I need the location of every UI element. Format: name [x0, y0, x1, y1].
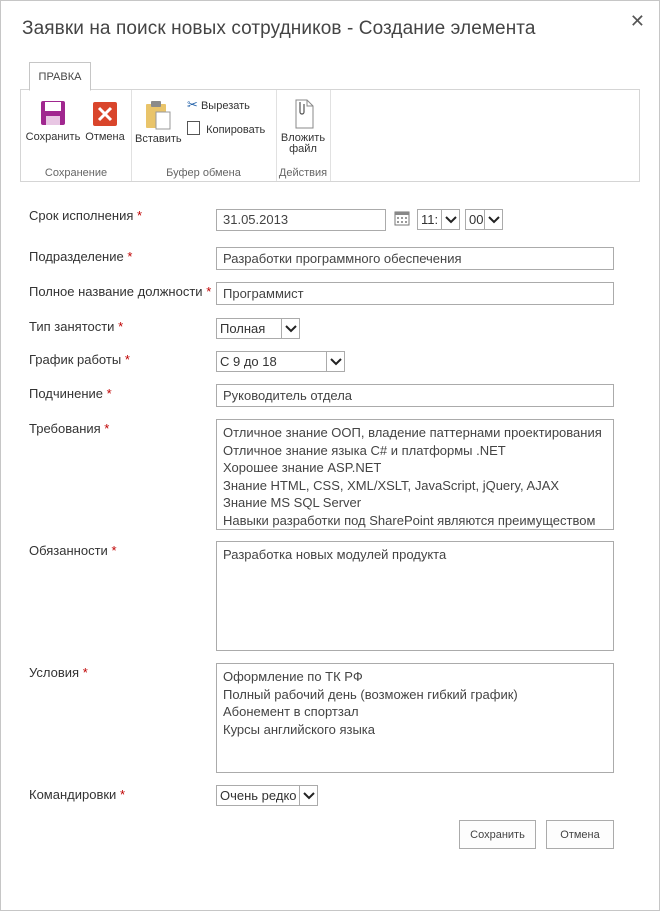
schedule-label: График работы *	[29, 352, 130, 367]
department-input[interactable]: Разработки программного обеспечения	[216, 247, 614, 270]
text-line: Абонемент в спортзал	[223, 704, 359, 719]
ribbon-group-actions	[276, 90, 331, 181]
manager-label: Подчинение *	[29, 386, 112, 401]
save-button[interactable]: Сохранить	[459, 820, 536, 849]
ribbon-attach-button[interactable]	[278, 98, 328, 155]
trips-value: Очень редко	[220, 788, 297, 803]
attach-file-icon	[291, 98, 315, 130]
text-line: Курсы английского языка	[223, 721, 375, 737]
save-icon	[40, 100, 66, 126]
ribbon-save-button[interactable]	[25, 100, 81, 143]
requirements-label: Требования *	[29, 421, 110, 436]
ribbon-save-label: Сохранить	[25, 131, 81, 143]
position-input[interactable]: Программист	[216, 282, 614, 305]
due-minute-select[interactable]	[465, 209, 503, 230]
ribbon-copy-button[interactable]	[187, 121, 265, 136]
text-line: Разработка новых модулей продукта	[223, 547, 447, 562]
requirements-textarea[interactable]	[216, 419, 614, 530]
schedule-select[interactable]	[216, 351, 345, 372]
close-icon[interactable]: ✕	[629, 11, 645, 31]
schedule-value: С 9 до 18	[220, 354, 277, 369]
text-line: Отличное знание ООП, владение паттернами проектирования	[223, 425, 602, 440]
chevron-down-icon	[484, 210, 502, 229]
employment-select[interactable]	[216, 318, 300, 339]
text-line: Знание HTML, CSS, XML/XSLT, JavaScript, jQuery, AJAX	[223, 477, 560, 493]
cancel-button[interactable]: Отмена	[546, 820, 614, 849]
trips-label: Командировки *	[29, 787, 125, 802]
conditions-textarea[interactable]	[216, 663, 614, 773]
ribbon-paste-button[interactable]	[135, 100, 181, 145]
paste-icon	[144, 100, 172, 130]
ribbon-copy-label: Копировать	[206, 124, 266, 136]
due-hour-value: 11:	[421, 212, 439, 227]
text-line: Оформление по ТК РФ	[223, 669, 363, 684]
due-label: Срок исполнения *	[29, 208, 143, 223]
ribbon-cut-label: Вырезать	[200, 100, 250, 112]
ribbon-cancel-button[interactable]	[83, 100, 127, 143]
employment-label: Тип занятости *	[29, 319, 124, 334]
calendar-icon[interactable]	[394, 210, 410, 226]
group-save-label: Сохранение	[44, 167, 108, 179]
ribbon-attach-label-2: файл	[289, 143, 317, 155]
group-actions-label: Действия	[278, 167, 328, 179]
ribbon-group-save	[21, 90, 132, 181]
text-line: Полный рабочий день (возможен гибкий график)	[223, 686, 518, 702]
ribbon-cancel-label: Отмена	[85, 131, 125, 143]
tab-edit[interactable]: ПРАВКА	[29, 62, 91, 91]
department-label: Подразделение *	[29, 249, 133, 264]
chevron-down-icon	[441, 210, 459, 229]
text-line: Навыки разработки под SharePoint являются преимуществом	[223, 512, 596, 528]
chevron-down-icon	[326, 352, 344, 371]
dialog-title: Заявки на поиск новых сотрудников - Создание элемента	[22, 18, 536, 39]
employment-value: Полная	[220, 321, 266, 336]
ribbon-attach-label-1: Вложить	[280, 132, 326, 144]
text-line: Знание MS SQL Server	[223, 495, 362, 510]
conditions-label: Условия *	[29, 665, 88, 680]
group-clipboard-label: Буфер обмена	[166, 167, 241, 179]
text-line: Отличное знание языка C# и платформы .NET	[223, 442, 506, 458]
duties-label: Обязанности *	[29, 543, 117, 558]
ribbon-group-clipboard	[131, 90, 277, 181]
duties-textarea[interactable]	[216, 541, 614, 651]
chevron-down-icon	[299, 786, 317, 805]
ribbon-cut-button[interactable]	[187, 97, 250, 113]
position-label: Полное название должности *	[29, 284, 212, 299]
manager-input[interactable]: Руководитель отдела	[216, 384, 614, 407]
ribbon-paste-label: Вставить	[135, 133, 182, 145]
cancel-icon	[93, 102, 117, 126]
due-hour-select[interactable]	[417, 209, 460, 230]
ribbon	[20, 89, 640, 182]
due-minute-value: 00	[469, 212, 484, 227]
chevron-down-icon	[281, 319, 299, 338]
trips-select[interactable]	[216, 785, 318, 806]
scissors-icon: ✂	[187, 97, 198, 112]
copy-icon	[187, 121, 200, 135]
due-date-input[interactable]: 31.05.2013	[216, 209, 386, 231]
text-line: Хорошее знание ASP.NET	[223, 460, 382, 475]
